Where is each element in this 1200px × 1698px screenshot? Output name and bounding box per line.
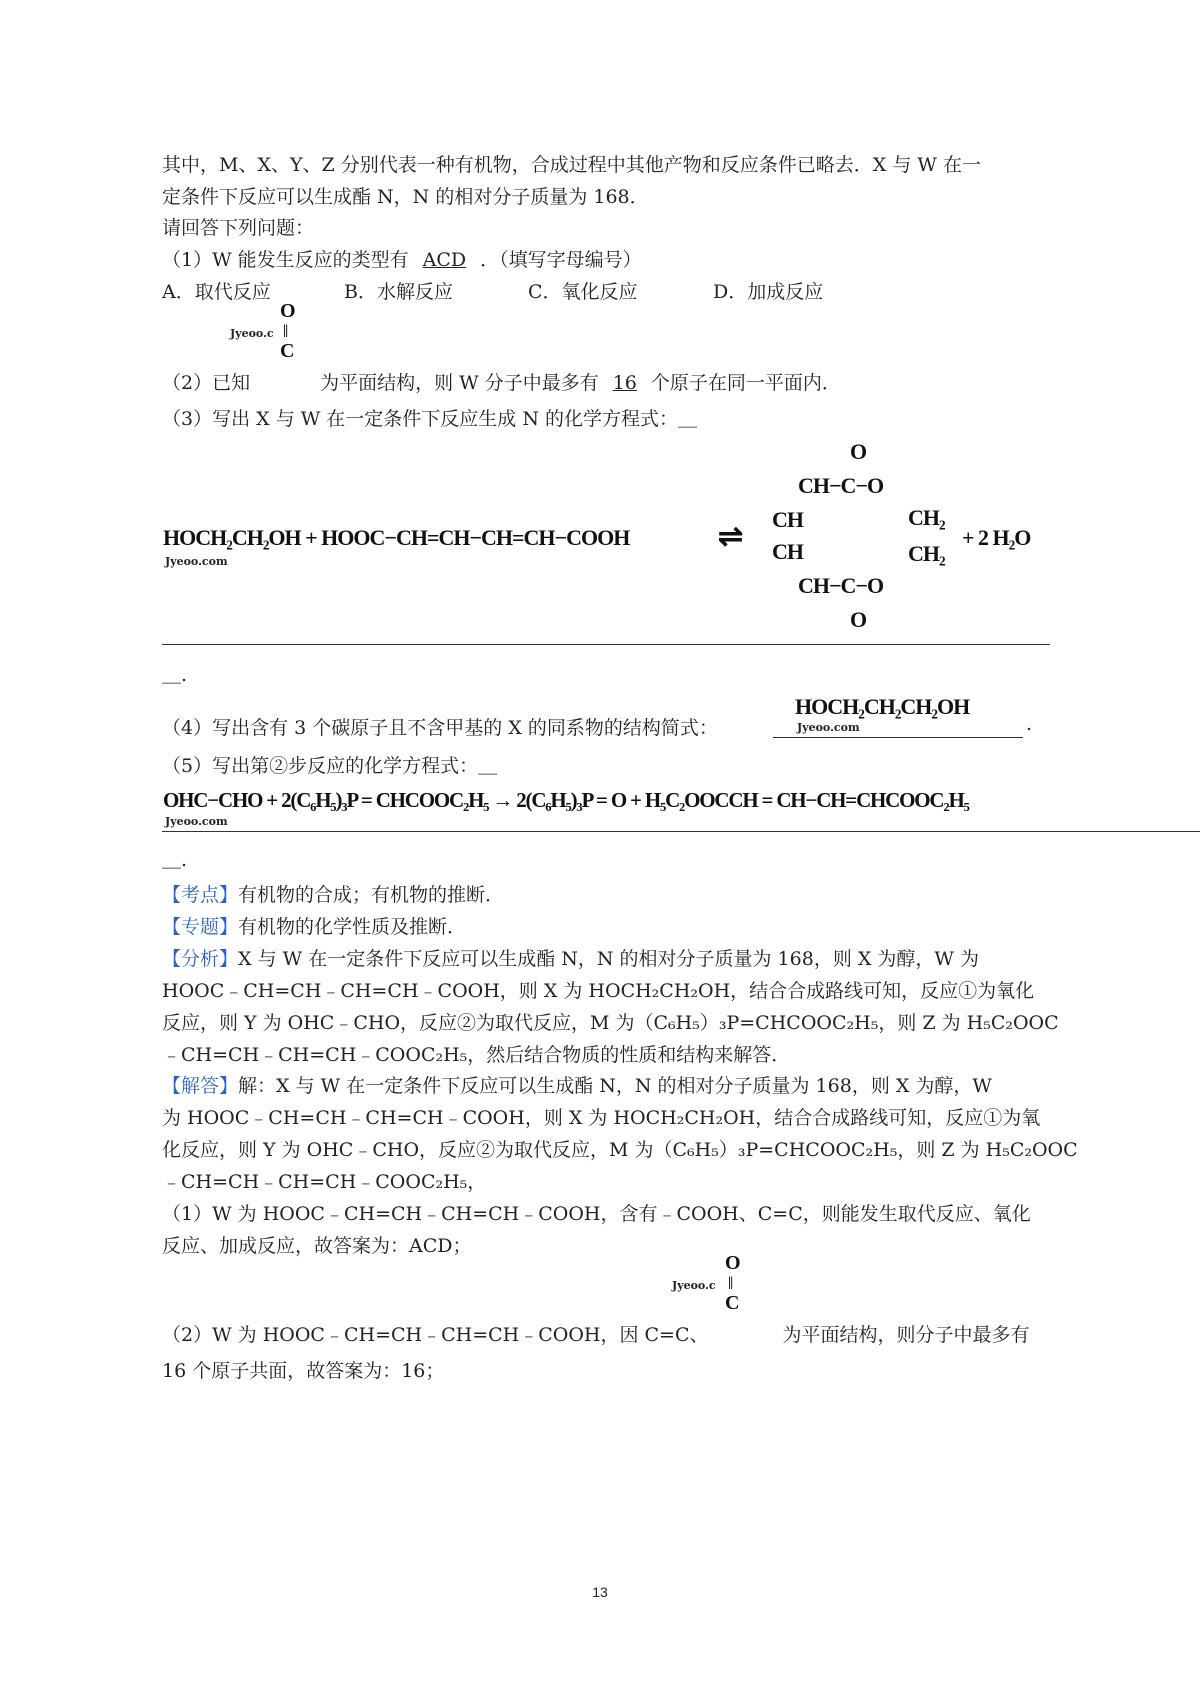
- eq3-left: HOCH₂CH₂OH + HOOC−CH=CH−CH=CH−COOH: [163, 525, 630, 550]
- kaodian-text: 有机物的合成；有机物的推断．: [238, 884, 505, 906]
- jieda-line: 解：X 与 W 在一定条件下反应可以生成酯 N，N 的相对分子质量为 168，则 X 为醇，W: [238, 1075, 992, 1097]
- eq3-right: + 2 H₂O: [962, 525, 1031, 550]
- q2-answer: 16: [612, 372, 637, 394]
- jieda-line: 为 HOOC﹣CH=CH﹣CH=CH﹣COOH，则 X 为 HOCH₂CH₂OH，结合合成路线可知，反应①为氧: [162, 1107, 1041, 1129]
- kaodian-tag: 【考点】: [162, 884, 239, 906]
- carbonyl-c: C: [280, 340, 294, 362]
- page-number: 13: [592, 1584, 608, 1600]
- eq5: OHC−CHO + 2(C₆H₅)₃P = CHCOOC₂H₅ → 2(C₆H₅)₃P = O + H₅C₂OOCCH = CH−CH=CHCOOC₂H₅: [163, 788, 969, 812]
- jieda-tag: 【解答】: [162, 1075, 239, 1097]
- double-bond-mark: ||: [728, 1275, 733, 1290]
- fenxi-line: 反应，则 Y 为 OHC﹣CHO，反应②为取代反应，M 为（C₆H₅）₃P=CHCOOC₂H₅，则 Z 为 H₅C₂OOC: [162, 1012, 1059, 1034]
- q3-text: （3）写出 X 与 W 在一定条件下反应生成 N 的化学方程式：: [162, 408, 679, 430]
- intro-line: 其中，M、X、Y、Z 分别代表一种有机物，合成过程中其他产物和反应条件已略去．X 与 W 在一: [162, 154, 981, 176]
- option-b: B．水解反应: [344, 281, 453, 303]
- fenxi-line: X 与 W 在一定条件下反应可以生成酯 N，N 的相对分子质量为 168，则 X 为醇，W 为: [238, 948, 979, 970]
- zhuanti-text: 有机物的化学性质及推断．: [238, 916, 467, 938]
- q4-answer: HOCH₂CH₂CH₂OH: [795, 694, 970, 719]
- fenxi-tag: 【分析】: [162, 948, 239, 970]
- option-d: D．加成反应: [713, 281, 824, 303]
- question-3: [162, 404, 697, 431]
- intro-line: 定条件下反应可以生成酯 N，N 的相对分子质量为 168．: [162, 186, 649, 208]
- q1-answer: ACD: [422, 249, 467, 271]
- carbonyl-o: O: [725, 1252, 740, 1274]
- double-bond-mark: ||: [283, 323, 288, 338]
- q4-end: .: [1026, 713, 1033, 735]
- question-1: [162, 245, 642, 272]
- q2-prefix: （2）已知: [162, 372, 251, 394]
- q1-suffix: ．（填写字母编号）: [480, 249, 642, 271]
- jieda: [162, 1071, 992, 1098]
- ring-o-bottom: O: [850, 607, 867, 632]
- ring-ch: CH: [772, 539, 803, 564]
- q5-blank: ＿: [478, 755, 498, 777]
- option-a: A．取代反应: [162, 281, 271, 303]
- fenxi-line: HOOC﹣CH=CH﹣CH=CH﹣COOH，则 X 为 HOCH₂CH₂OH，结合合成路线可知，反应①为氧化: [162, 980, 1035, 1002]
- q1-prefix: （1）W 能发生反应的类型有: [162, 249, 409, 271]
- zhuanti: [162, 912, 466, 939]
- q2-suffix: 个原子在同一平面内．: [650, 372, 841, 394]
- jieda-line: 化反应，则 Y 为 OHC﹣CHO，反应②为取代反应，M 为（C₆H₅）₃P=CHCOOC₂H₅，则 Z 为 H₅C₂OOC: [162, 1139, 1078, 1161]
- answer-2: [162, 1320, 1030, 1347]
- question-5: [162, 751, 497, 778]
- kaodian: [162, 880, 504, 907]
- q5-text: （5）写出第②步反应的化学方程式：: [162, 755, 479, 777]
- equilibrium-arrow-icon: ⇌: [718, 520, 743, 553]
- a2-line: 16 个原子共面，故答案为：16；: [162, 1360, 445, 1382]
- carbonyl-o: O: [280, 300, 295, 322]
- ring-o-top: O: [850, 439, 867, 464]
- zhuanti-tag: 【专题】: [162, 916, 239, 938]
- ring-ch2: CH₂: [908, 505, 945, 530]
- ring-bottom: CH−C−O: [798, 573, 884, 598]
- answer-line: [773, 737, 1023, 738]
- ring-ch2: CH₂: [908, 541, 945, 566]
- options-row: [162, 277, 823, 304]
- a2-suffix: 为平面结构，则分子中最多有: [782, 1324, 1030, 1346]
- jieda-line: ﹣CH=CH﹣CH=CH﹣COOC₂H₅，: [162, 1171, 487, 1193]
- question-2: [162, 368, 841, 395]
- watermark: Jyeoo.c: [230, 327, 274, 340]
- carbonyl-c: C: [725, 1292, 739, 1314]
- q2-middle: 为平面结构，则 W 分子中最多有: [320, 372, 599, 394]
- fenxi: [162, 944, 979, 971]
- ring-top: CH−C−O: [798, 473, 884, 498]
- answer-line: [162, 644, 1050, 645]
- jieda-line: 反应、加成反应，故答案为：ACD；: [162, 1235, 472, 1257]
- answer-line: [162, 831, 1200, 832]
- watermark: Jyeoo.com: [797, 721, 860, 734]
- watermark: Jyeoo.c: [672, 1279, 716, 1292]
- fenxi-line: ﹣CH=CH﹣CH=CH﹣COOC₂H₅，然后结合物质的性质和结构来解答．: [162, 1044, 791, 1066]
- jieda-line: （1）W 为 HOOC﹣CH=CH﹣CH=CH﹣COOH，含有﹣COOH、C=C，则能发生取代反应、氧化: [162, 1203, 1031, 1225]
- ring-ch: CH: [772, 507, 803, 532]
- question-4: （4）写出含有 3 个碳原子且不含甲基的 X 的同系物的结构简式：: [162, 717, 718, 739]
- intro-line: 请回答下列问题：: [162, 217, 315, 239]
- option-c: C．氧化反应: [528, 281, 638, 303]
- watermark: Jyeoo.com: [165, 555, 228, 568]
- q3-blank: ＿: [678, 408, 698, 430]
- end-blank: ＿.: [162, 664, 188, 686]
- a2-prefix: （2）W 为 HOOC﹣CH=CH﹣CH=CH﹣COOH，因 C=C、: [162, 1324, 709, 1346]
- watermark: Jyeoo.com: [165, 815, 228, 828]
- end-blank: ＿.: [162, 849, 188, 871]
